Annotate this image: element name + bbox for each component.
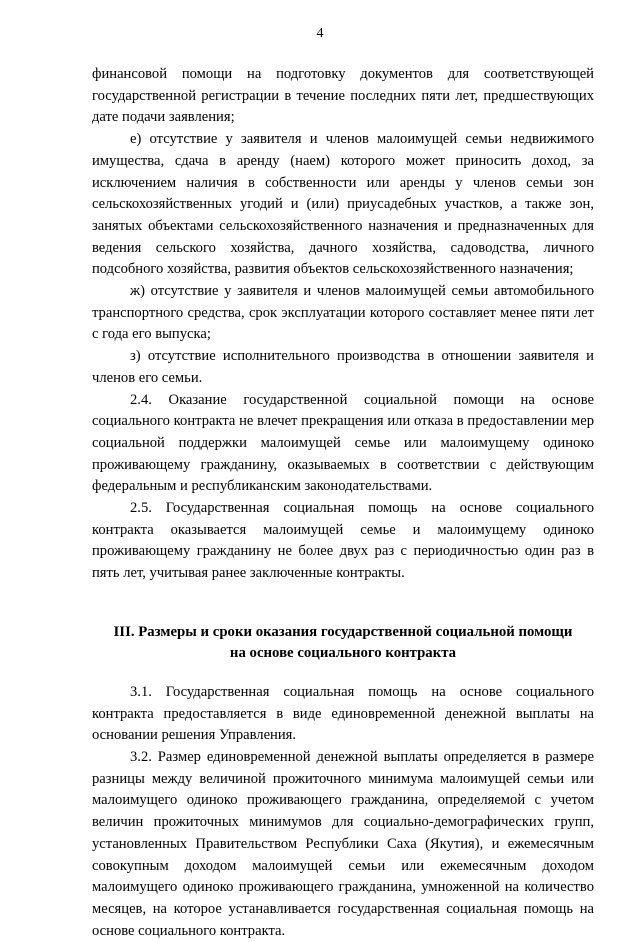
document-body [92, 64, 594, 942]
section-title-line-1: III. Размеры и сроки оказания государственной социальной помощи [113, 623, 573, 640]
paragraph-continuation: финансовой помощи на подготовку документов для соответствующей государственной регистрации в течение последних пяти лет, предшествующих дате подачи заявления; [92, 66, 594, 126]
section-title [92, 622, 594, 664]
page-number: 4 [316, 26, 324, 41]
paragraph-2-5: 2.5. Государственная социальная помощь на основе социального контракта оказывается малоимущей семье и малоимущему одиноко проживающему гражданину не более двух раз с периодичностью один раз в пять лет, учитывая ранее заключенные контракты. [92, 500, 594, 582]
paragraph-item-z: з) отсутствие исполнительного производства в отношении заявителя и членов его семьи. [92, 348, 594, 386]
paragraph-item-zh: ж) отсутствие у заявителя и членов малоимущей семьи автомобильного транспортного средства, срок эксплуатации которого составляет менее пяти лет с года его выпуска; [92, 283, 594, 343]
paragraph-item-e: е) отсутствие у заявителя и членов малоимущей семьи недвижимого имущества, сдача в аренду (наем) которого может приносить доход, за исключением наличия в собственности или аренды у членов семьи зон сельскохозяйственных угодий и (или) приусадебных участков, а также зон, занятых объектами сельскохозяйственного назначения и предназначенных для ведения сельского хозяйства, дачного хозяйства, садоводства, личного подсобного хозяйства, развития объектов сельскохозяйственного назначения; [92, 131, 594, 278]
section-title-line-2: на основе социального контракта [229, 644, 457, 661]
paragraph-3-2: 3.2. Размер единовременной денежной выплаты определяется в размере разницы между величиной прожиточного минимума малоимущей семьи или малоимущего одиноко проживающего гражданина, определяемой с учетом величин прожиточных минимумов для социально-демографических групп, установленных Правительством Республики Саха (Якутия), и ежемесячным совокупным доходом малоимущей семьи или ежемесячным доходом малоимущего одиноко проживающего гражданина, умноженной на количество месяцев, на которое устанавливается государственная социальная помощь на основе социального контракта. [92, 748, 594, 939]
paragraph-3-1: 3.1. Государственная социальная помощь на основе социального контракта предоставляется в виде единовременной денежной выплаты на основании решения Управления. [92, 683, 594, 744]
paragraph-2-4: 2.4. Оказание государственной социальной помощи на основе социального контракта не влечет прекращения или отказа в предоставлении мер социальной поддержки малоимущей семье или малоимущему одиноко проживающему гражданину, оказываемых в соответствии с действующим федеральным и республиканским законодательствами. [92, 391, 594, 495]
